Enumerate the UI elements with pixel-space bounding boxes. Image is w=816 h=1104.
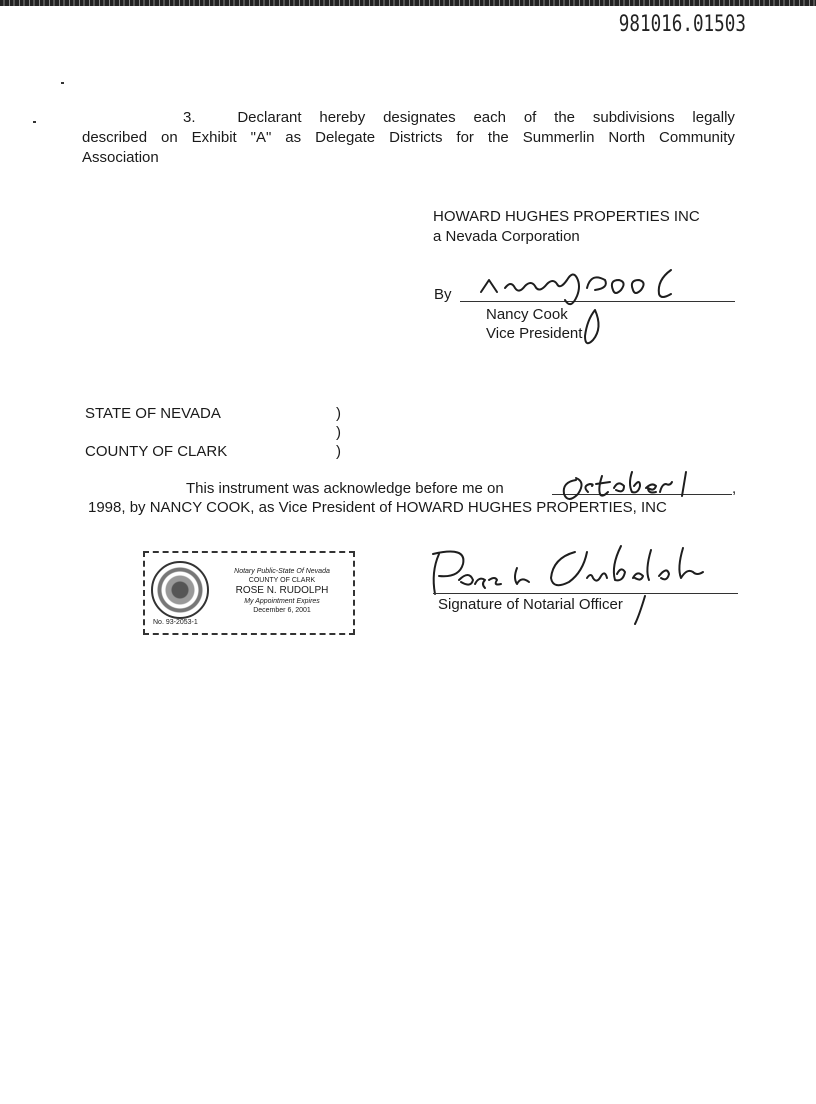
word: North	[608, 129, 646, 146]
notary-signature	[425, 540, 725, 630]
word: Districts	[389, 129, 443, 146]
paragraph-number: 3.	[183, 109, 196, 126]
paragraph-line-1	[82, 108, 735, 128]
venue-parens	[336, 404, 341, 461]
county-label: COUNTY OF CLARK	[85, 443, 228, 460]
word: each	[473, 109, 506, 126]
notary-stamp-text	[209, 567, 355, 615]
word: legally	[692, 109, 735, 126]
date-comma: ,	[732, 480, 737, 497]
paren: )	[336, 405, 341, 422]
word: on	[161, 129, 178, 146]
state-label: STATE OF NEVADA	[85, 405, 221, 422]
venue-labels	[85, 404, 227, 461]
word: as	[285, 129, 302, 146]
notary-stamp-name: ROSE N. RUDOLPH	[235, 585, 329, 596]
signer-title: Vice President	[486, 325, 583, 342]
word: subdivisions	[592, 109, 675, 126]
word: the	[487, 129, 509, 146]
notary-signature-caption: Signature of Notarial Officer	[438, 596, 623, 613]
paragraph-3	[82, 108, 735, 168]
word: Declarant	[237, 109, 302, 126]
company-name: HOWARD HUGHES PROPERTIES INC	[433, 208, 700, 225]
scan-speck	[61, 82, 64, 84]
word: Delegate	[315, 129, 376, 146]
notary-signature-line	[433, 593, 738, 594]
notary-seal-emblem	[151, 561, 209, 619]
word: for	[456, 129, 474, 146]
word: designates	[383, 109, 456, 126]
notary-stamp-number: No. 93-2053-1	[153, 619, 198, 626]
word: Summerlin	[522, 129, 595, 146]
scan-speck	[33, 121, 36, 123]
paragraph-line-3: Association	[82, 149, 159, 166]
document-number: 981016.01503	[618, 12, 746, 37]
paren: )	[336, 424, 341, 441]
scan-top-edge	[0, 0, 816, 6]
word: the	[554, 109, 576, 126]
paren: )	[336, 443, 341, 460]
notary-stamp-line-4: My Appointment Expires	[244, 598, 320, 605]
word: Community	[659, 129, 735, 146]
word: hereby	[319, 109, 366, 126]
word: "A"	[250, 129, 272, 146]
company-block	[433, 207, 700, 247]
acknowledgment-line-2: 1998, by NANCY COOK, as Vice President of HOWARD HUGHES PROPERTIES, INC	[88, 499, 667, 516]
word: of	[523, 109, 537, 126]
notary-stamp-line-5: December 6, 2001	[253, 607, 311, 614]
company-type: a Nevada Corporation	[433, 228, 580, 245]
signer-name: Nancy Cook	[486, 306, 568, 323]
signer-block	[486, 305, 582, 343]
word: described	[82, 129, 148, 146]
by-label: By	[434, 286, 452, 303]
notary-stamp	[143, 551, 355, 635]
notary-stamp-line-1: Notary Public-State Of Nevada	[234, 568, 330, 575]
paragraph-line-2	[82, 128, 735, 148]
notary-stamp-line-2: COUNTY OF CLARK	[248, 577, 316, 584]
acknowledgment-line-1: This instrument was acknowledge before me on	[186, 480, 504, 497]
word: Exhibit	[191, 129, 237, 146]
